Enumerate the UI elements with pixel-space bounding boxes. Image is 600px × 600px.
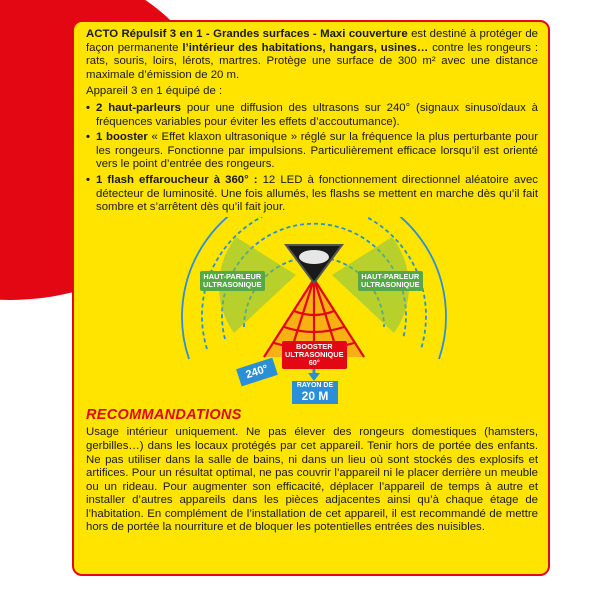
angle-badge: 240° — [236, 357, 278, 386]
coverage-diagram-graphic — [86, 217, 542, 405]
feature-speakers: • 2 haut-parleurs pour une diffusion des ultrasons sur 240° (signaux sinusoïdaux à fréquences variables pour éviter les effets d’accoutumance). — [86, 102, 538, 129]
device-icon — [286, 245, 342, 283]
speaker-label-left: HAUT-PARLEUR ULTRASONIQUE — [200, 271, 265, 291]
coverage-diagram — [86, 217, 542, 405]
speaker-label-right: HAUT-PARLEUR ULTRASONIQUE — [358, 271, 423, 291]
recommendations-text: Usage intérieur uniquement. Ne pas élever des rongeurs domestiques (hamsters, gerbilles…) dans les locaux protégés par cet appareil. Tenir hors de portée des enfants. Ne pas utiliser dans la salle de bains, ni dans un lieu où sont stockés des explosifs et artifices. Pour un résultat optimal, ne pas couvrir l’appareil ni le placer derrière un meuble ou un rideau. Pour augmenter son efficacité, déplacer l’appareil de temps à autre et installer d’autres appareils dans les pièces adjacentes ainsi qu’à chaque étage de l’habitation. En complément de l’installation de cet appareil, il est recommandé de mettre hors de portée la nourriture et de bloquer les potentielles entrées des nuisibles. — [86, 426, 538, 534]
equipped-heading: Appareil 3 en 1 équipé de : — [86, 85, 223, 98]
recommendations-title: RECOMMANDATIONS — [86, 406, 242, 423]
feature-list — [86, 102, 538, 215]
booster-label: BOOSTER ULTRASONIQUE 60° — [282, 341, 347, 370]
range-badge: RAYON DE 20 M — [292, 381, 338, 404]
feature-flash: • 1 flash effaroucheur à 360° : 12 LED à fonctionnement directionnel aléatoire avec détecteur de luminosité. Une fois allumés, les flashs se mettent en marche dès qu’il fait sombre et s’arrêtent dès qu’il fait jour. — [86, 174, 538, 215]
intro-paragraph: ACTO Répulsif 3 en 1 - Grandes surfaces - Maxi couverture est destiné à protéger de façon permanente l’intérieur des habitations, hangars, usines… contre les rongeurs : rats, souris, loirs, lérots, martres. Protège une surface de 300 m² avec une distance maximale d’émission de 20 m. — [86, 28, 538, 81]
feature-booster: • 1 booster « Effet klaxon ultrasonique » réglé sur la fréquence la plus perturbante pour les rongeurs. Fonctionne par impulsions. Particulièrement efficace lorsqu’il est orienté vers le point d’entrée des rongeurs. — [86, 131, 538, 172]
product-info-panel — [72, 20, 550, 576]
product-name: ACTO Répulsif 3 en 1 - Grandes surfaces - Maxi couverture — [86, 28, 408, 40]
